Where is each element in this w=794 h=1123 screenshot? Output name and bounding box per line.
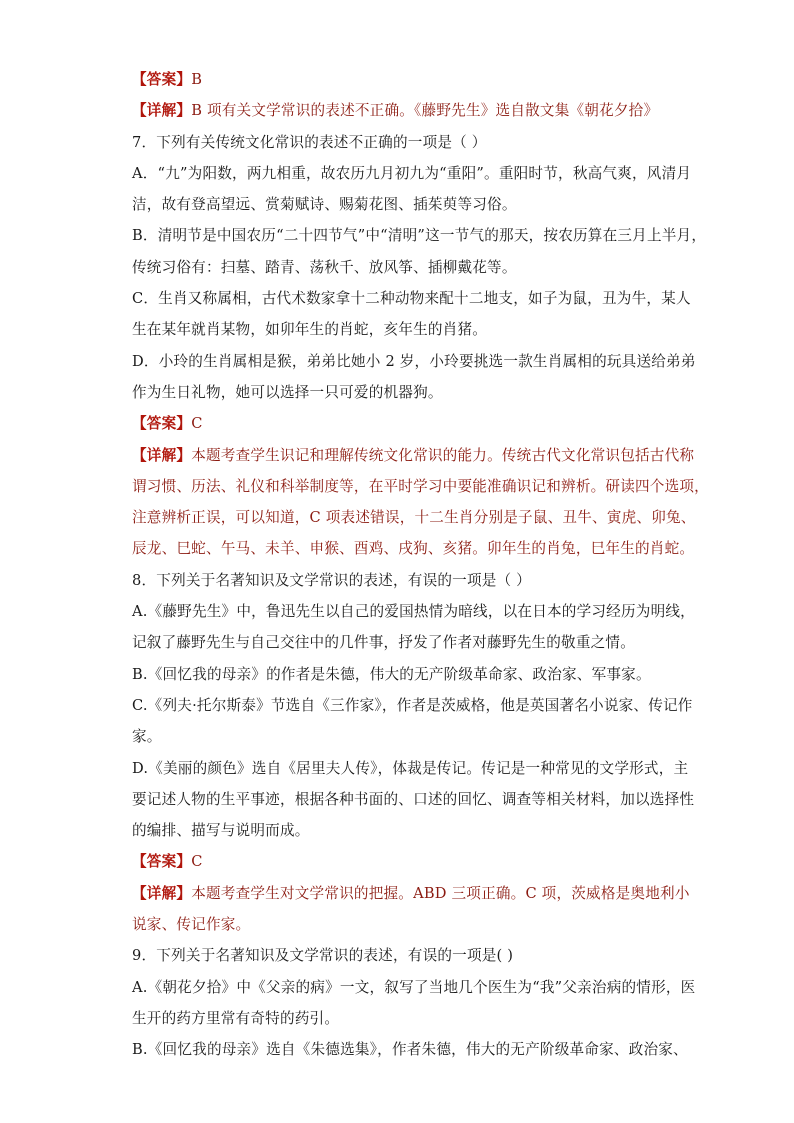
q8-option-a-cont: 记叙了藤野先生与自己交往中的几件事，抒发了作者对藤野先生的敬重之情。 [132,634,635,652]
q8-detail-line [132,878,690,909]
q8-answer-line [132,846,672,877]
answer-label: 【答案】 [132,415,192,433]
q7-answer-value: C [191,415,203,433]
detail-line [132,95,672,126]
answer-line [132,64,672,95]
q8-option-d-cont-1: 要记述人物的生平事迹，根据各种书面的、口述的回忆、调查等相关材料，加以选择性 [132,790,695,808]
answer-label: 【答案】 [132,853,192,871]
q7-option-c-cont: 生在某年就肖某物，如卯年生的肖蛇，亥年生的肖猪。 [132,321,488,339]
q7-detail-cont-2: 注意辨析正误，可以知道，C 项表述错误，十二生肖分别是子鼠、丑牛、寅虎、卯兔、 [132,509,696,527]
q8-answer-value: C [191,853,203,871]
q7-detail-cont-3: 辰龙、巳蛇、午马、未羊、申猴、酉鸡、戌狗、亥猪。卯年生的肖兔，巳年生的肖蛇。 [132,540,695,558]
q7-option-a-cont: 洁，故有登高望远、赏菊赋诗、赐菊花图、插茱萸等习俗。 [132,196,517,214]
detail-text: B 项有关文学常识的表述不正确。《藤野先生》选自散文集《朝花夕拾》 [191,102,659,120]
q7-detail-line [132,440,695,471]
answer-label: 【答案】 [132,71,192,88]
q8-detail-cont: 说家、传记作家。 [132,916,251,934]
detail-label: 【详解】 [132,446,192,464]
q7-option-b: B．清明节是中国农历“二十四节气”中“清明”这一节气的那天，按农历算在三月上半月， [132,227,707,245]
question-7-stem: 7．下列有关传统文化常识的表述不正确的一项是（ ） [132,133,487,151]
q7-option-b-cont: 传统习俗有：扫墓、踏青、荡秋千、放风筝、插柳戴花等。 [132,258,517,276]
answer-value: B [191,71,203,88]
q9-option-b: B.《回忆我的母亲》选自《朱德选集》，作者朱德，伟大的无产阶级革命家、政治家、 [132,1041,688,1059]
q8-option-a: A.《藤野先生》中，鲁迅先生以自己的爱国热情为暗线，以在日本的学习经历为明线， [132,603,695,621]
q8-detail-text: 本题考查学生对文学常识的把握。ABD 三项正确。C 项，茨威格是奥地利小 [191,884,690,902]
question-8-stem: 8．下列关于名著知识及文学常识的表述，有误的一项是（ ） [132,571,531,589]
q7-option-a: A．“九”为阳数，两九相重，故农历九月初九为“重阳”。重阳时节，秋高气爽，风清月 [132,164,692,182]
q7-option-d: D．小玲的生肖属相是猴，弟弟比她小 2 岁，小玲要挑选一款生肖属相的玩具送给弟弟 [132,352,696,370]
q9-option-a: A.《朝花夕拾》中《父亲的病》一文，叙写了当地几个医生为“我”父亲治病的情形，医 [132,978,696,996]
q7-option-c: C．生肖又称属相，古代术数家拿十二种动物来配十二地支，如子为鼠，丑为牛，某人 [132,290,691,308]
q8-option-c: C.《列夫·托尔斯泰》节选自《三作家》，作者是茨威格，他是英国著名小说家、传记作 [132,696,693,714]
question-9-stem: 9．下列关于名著知识及文学常识的表述，有误的一项是( ) [132,947,514,965]
document-body [132,64,709,1066]
q7-detail-cont-1: 谓习惯、历法、礼仪和科举制度等，在平时学习中要能准确识记和辨析。研读四个选项， [132,477,709,495]
q7-detail-text: 本题考查学生识记和理解传统文化常识的能力。传统古代文化常识包括古代称 [191,446,695,464]
q9-option-a-cont: 生开的药方里常有奇特的药引。 [132,1009,340,1027]
q7-answer-line [132,408,672,439]
q8-option-b: B.《回忆我的母亲》的作者是朱德，伟大的无产阶级革命家、政治家、军事家。 [132,665,651,683]
q8-option-d: D.《美丽的颜色》选自《居里夫人传》，体裁是传记。传记是一种常见的文学形式，主 [132,759,689,777]
q7-option-d-cont: 作为生日礼物，她可以选择一只可爱的机器狗。 [132,383,443,401]
q8-option-c-cont: 家。 [132,728,162,746]
detail-label: 【详解】 [132,102,192,120]
q8-option-d-cont-2: 的编排、描写与说明而成。 [132,822,310,840]
detail-label: 【详解】 [132,884,192,902]
